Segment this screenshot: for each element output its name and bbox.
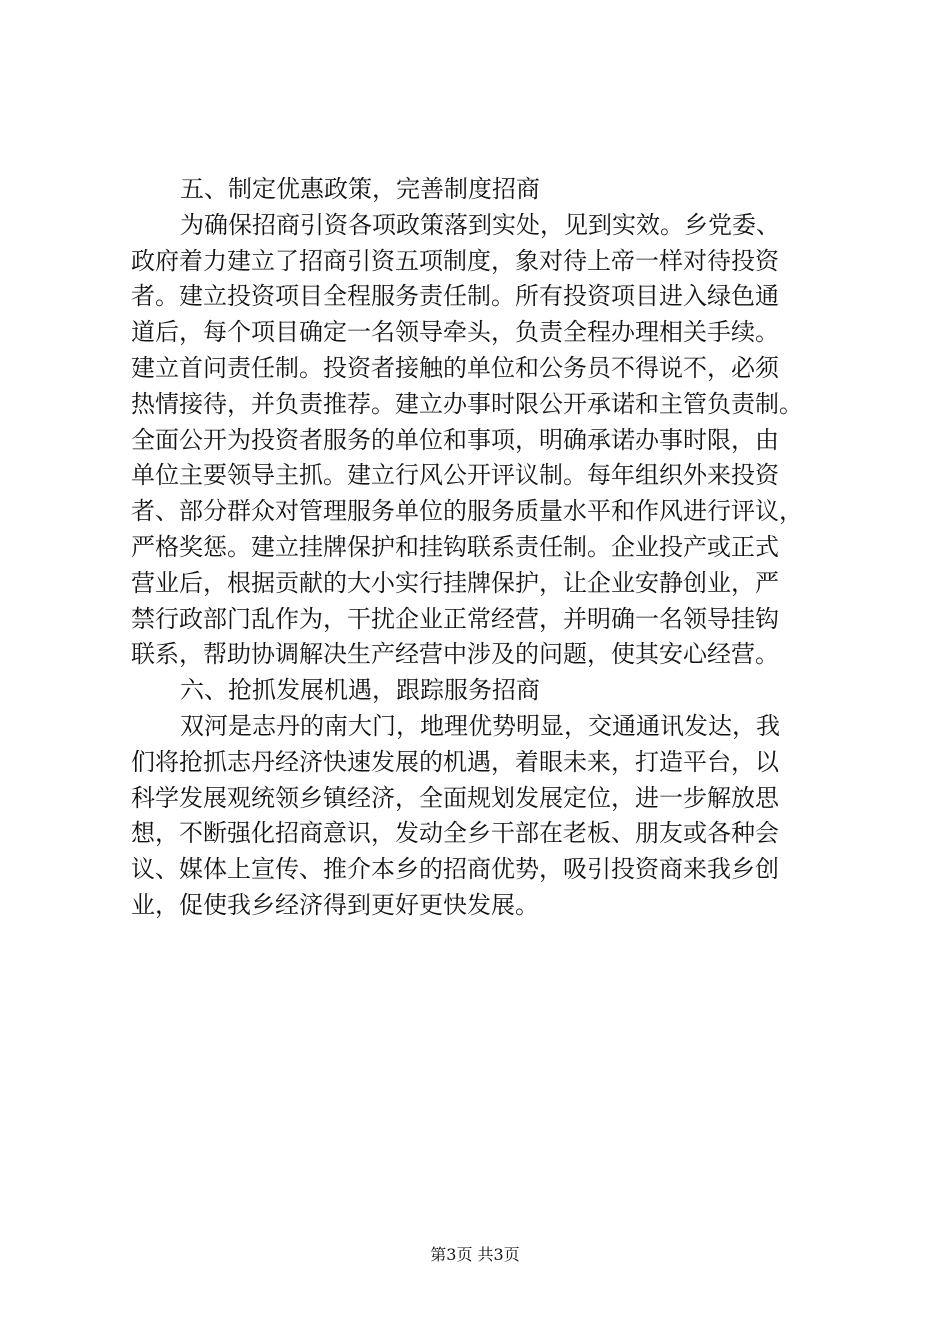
- paragraph-line: 为确保招商引资各项政策落到实处，见到实效。乡党委、: [180, 210, 780, 239]
- paragraph-line: 想，不断强化招商意识，发动全乡干部在老板、朋友或各种会: [131, 819, 779, 848]
- paragraph-line: 者。建立投资项目全程服务责任制。所有投资项目进入绿色通: [131, 282, 779, 311]
- paragraph-line: 科学发展观统领乡镇经济，全面规划发展定位，进一步解放思: [131, 783, 779, 812]
- section-heading-5: 五、制定优惠政策，完善制度招商: [180, 175, 540, 203]
- paragraph-line: 禁行政部门乱作为，干扰企业正常经营，并明确一名领导挂钩: [131, 604, 779, 633]
- paragraph-line: 严格奖惩。建立挂牌保护和挂钩联系责任制。企业投产或正式: [131, 532, 779, 561]
- paragraph-line: 议、媒体上宣传、推介本乡的招商优势，吸引投资商来我乡创: [131, 855, 779, 884]
- paragraph-line: 者、部分群众对管理服务单位的服务质量水平和作风进行评议，: [131, 497, 803, 526]
- document-body: [131, 172, 831, 924]
- paragraph-line: 道后，每个项目确定一名领导牵头，负责全程办理相关手续。: [131, 318, 779, 347]
- paragraph-line: 建立首问责任制。投资者接触的单位和公务员不得说不，必须: [131, 353, 779, 382]
- paragraph-line: 业，促使我乡经济得到更好更快发展。: [131, 890, 539, 919]
- paragraph-line: 双河是志丹的南大门，地理优势明显，交通通讯发达，我: [180, 711, 780, 740]
- paragraph-line: 全面公开为投资者服务的单位和事项，明确承诺办事时限，由: [131, 425, 779, 454]
- paragraph-line: 们将抢抓志丹经济快速发展的机遇，着眼未来，打造平台，以: [131, 747, 779, 776]
- paragraph-line: 联系，帮助协调解决生产经营中涉及的问题，使其安心经营。: [131, 640, 779, 669]
- page-footer: 第3页 共3页: [430, 1245, 520, 1264]
- paragraph-line: 政府着力建立了招商引资五项制度，象对待上帝一样对待投资: [131, 246, 779, 275]
- paragraph-line: 单位主要领导主抓。建立行风公开评议制。每年组织外来投资: [131, 461, 779, 490]
- paragraph-line: 营业后，根据贡献的大小实行挂牌保护，让企业安静创业，严: [131, 568, 779, 597]
- section-heading-6: 六、抢抓发展机遇，跟踪服务招商: [180, 676, 540, 705]
- paragraph-line: 热情接待，并负责推荐。建立办事时限公开承诺和主管负责制。: [131, 389, 803, 418]
